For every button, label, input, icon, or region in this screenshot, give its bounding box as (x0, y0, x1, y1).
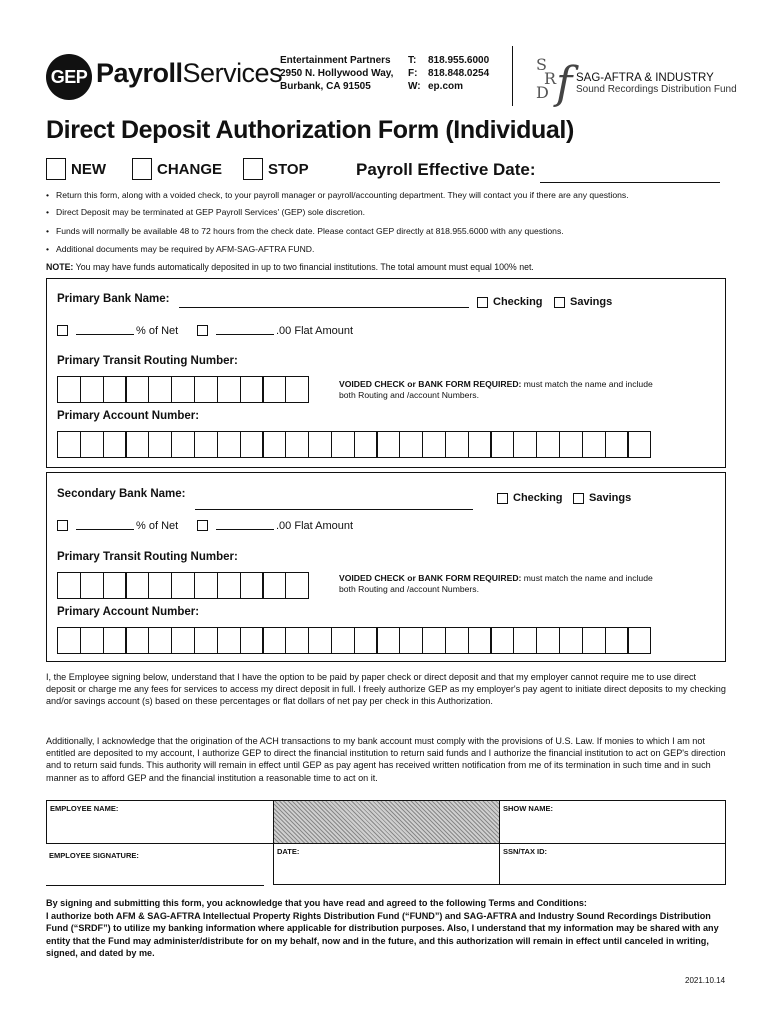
terms-intro: By signing and submitting this form, you acknowledge that you have read and agreed to the following Terms and Conditions: (46, 898, 587, 908)
primary-bank-name-label: Primary Bank Name: (57, 293, 170, 305)
svg-text:D: D (536, 83, 549, 102)
secondary-bank-name-field[interactable] (195, 509, 473, 510)
note: NOTE: You may have funds automatically deposited in up to two financial institutions. The total amount must equal 100% net. (46, 262, 534, 272)
primary-bank-section (46, 278, 726, 468)
srdf-logo (532, 48, 737, 109)
primary-flat-amount[interactable]: .00 Flat Amount (197, 325, 353, 337)
logo-text: PayrollServices (96, 58, 283, 88)
show-name-field[interactable]: SHOW NAME: (499, 800, 726, 844)
blocked-field (273, 800, 500, 844)
primary-flat-field[interactable] (216, 334, 274, 335)
secondary-bank-section (46, 472, 726, 662)
primary-checking-checkbox[interactable] (477, 297, 488, 308)
form-version-date: 2021.10.14 (685, 976, 726, 985)
primary-percent-checkbox[interactable] (57, 325, 68, 336)
primary-voided-note: VOIDED CHECK or BANK FORM REQUIRED: must match the name and include both Routing and /account Numbers. (339, 379, 653, 400)
new-checkbox[interactable] (46, 158, 66, 180)
secondary-bank-name-label: Secondary Bank Name: (57, 488, 186, 500)
authorization-paragraph-1: I, the Employee signing below, understand that I have the option to be paid by paper check or direct deposit and that my employer cannot require me to use direct deposit or charge me any fees for services to access my direct deposit in full. I freely authorize GEP as my employer's pay agent to initiate direct deposits to my checking and/or savings account (s) based on these percentages or flat dollars of net pay per check in this Authorization. (46, 672, 726, 707)
primary-flat-checkbox[interactable] (197, 325, 208, 336)
primary-account-boxes[interactable] (57, 431, 650, 458)
primary-routing-boxes[interactable] (57, 376, 308, 403)
secondary-checking[interactable]: Checking (497, 492, 563, 504)
secondary-percent-net[interactable]: % of Net (57, 520, 178, 532)
address: Entertainment Partners 2950 N. Hollywood Way, Burbank, CA 91505 (280, 55, 394, 92)
primary-percent-net[interactable]: % of Net (57, 325, 178, 337)
option-stop[interactable]: STOP (243, 158, 309, 180)
header-divider (512, 46, 513, 106)
gep-logo-icon: GEP (46, 54, 92, 100)
bullet-4: • Additional documents may be required by AFM-SAG-AFTRA FUND. (46, 244, 314, 254)
signature-block (46, 800, 726, 890)
contact-info: T: 818.955.6000 F: 818.848.0254 W: ep.com (408, 55, 490, 92)
primary-checking[interactable]: Checking (477, 296, 543, 308)
change-checkbox[interactable] (132, 158, 152, 180)
primary-routing-label: Primary Transit Routing Number: (57, 355, 238, 367)
authorization-paragraph-2: Additionally, I acknowledge that the origination of the ACH transactions to my bank account must comply with the provisions of U.S. Law. If monies to which I am not entitled are deposited to my account, I authorize GEP to direct the financial institution to return said funds and I authorize the financial institution to act on GEP's direction and to return said funds. This authority will remain in effect until GEP as pay agent has received written notification from me of its termination in such time and in such manner as to afford GEP and the financial institution a reasonable time to act on it. (46, 736, 726, 783)
page-title: Direct Deposit Authorization Form (Individual) (46, 116, 574, 144)
secondary-flat-amount[interactable]: .00 Flat Amount (197, 520, 353, 532)
option-new[interactable]: NEW (46, 158, 106, 180)
secondary-percent-checkbox[interactable] (57, 520, 68, 531)
secondary-flat-checkbox[interactable] (197, 520, 208, 531)
secondary-savings-checkbox[interactable] (573, 493, 584, 504)
srdf-name-line2: Sound Recordings Distribution Fund (576, 84, 737, 95)
employee-name-field[interactable]: EMPLOYEE NAME: (46, 800, 274, 844)
stop-checkbox[interactable] (243, 158, 263, 180)
secondary-checking-checkbox[interactable] (497, 493, 508, 504)
srdf-monogram-icon (532, 48, 580, 110)
svg-text:R: R (544, 69, 557, 88)
secondary-percent-field[interactable] (76, 529, 134, 530)
ssn-field[interactable]: SSN/TAX ID: (499, 843, 726, 885)
secondary-account-boxes[interactable] (57, 627, 650, 654)
secondary-savings[interactable]: Savings (573, 492, 631, 504)
svg-text:f: f (556, 58, 573, 109)
effective-date-field[interactable] (540, 182, 720, 183)
primary-savings[interactable]: Savings (554, 296, 612, 308)
bullet-1: • Return this form, along with a voided check, to your payroll manager or payroll/accounting department. They will contact you if there are any questions. (46, 190, 629, 200)
srdf-name-line1: SAG-AFTRA & INDUSTRY (576, 72, 714, 84)
terms-body: I authorize both AFM & SAG-AFTRA Intellectual Property Rights Distribution Fund (“FUND”) and SAG-AFTRA and Industry Sound Recordings Distribution Fund (“SRDF”) to utilize my banking information where applicable for distribution purposes. Also, I understand that my information may be shared with any entity that the Fund may administer/distribute for on my behalf, now and in the future, and this authorization will remain in effect until canceled in writing, signed, and dated by me. (46, 910, 719, 959)
svg-text:S: S (536, 55, 547, 74)
primary-percent-field[interactable] (76, 334, 134, 335)
employee-signature-field[interactable] (46, 885, 264, 886)
secondary-account-label: Primary Account Number: (57, 606, 200, 618)
terms-and-conditions (46, 897, 726, 960)
option-change[interactable]: CHANGE (132, 158, 222, 180)
primary-savings-checkbox[interactable] (554, 297, 565, 308)
date-field[interactable]: DATE: (273, 843, 500, 885)
employee-signature-label: EMPLOYEE SIGNATURE: (49, 851, 139, 860)
bullet-3: • Funds will normally be available 48 to 72 hours from the check date. Please contact GEP directly at 818.955.6000 with any questions. (46, 226, 564, 236)
effective-date-label: Payroll Effective Date: (356, 160, 536, 179)
secondary-voided-note: VOIDED CHECK or BANK FORM REQUIRED: must match the name and include both Routing and /account Numbers. (339, 573, 653, 594)
secondary-flat-field[interactable] (216, 529, 274, 530)
header (46, 44, 737, 110)
primary-bank-name-field[interactable] (179, 307, 469, 308)
secondary-routing-boxes[interactable] (57, 572, 308, 599)
bullet-2: • Direct Deposit may be terminated at GEP Payroll Services' (GEP) sole discretion. (46, 207, 365, 217)
request-type-options (46, 158, 726, 186)
primary-account-label: Primary Account Number: (57, 410, 200, 422)
secondary-routing-label: Primary Transit Routing Number: (57, 551, 238, 563)
